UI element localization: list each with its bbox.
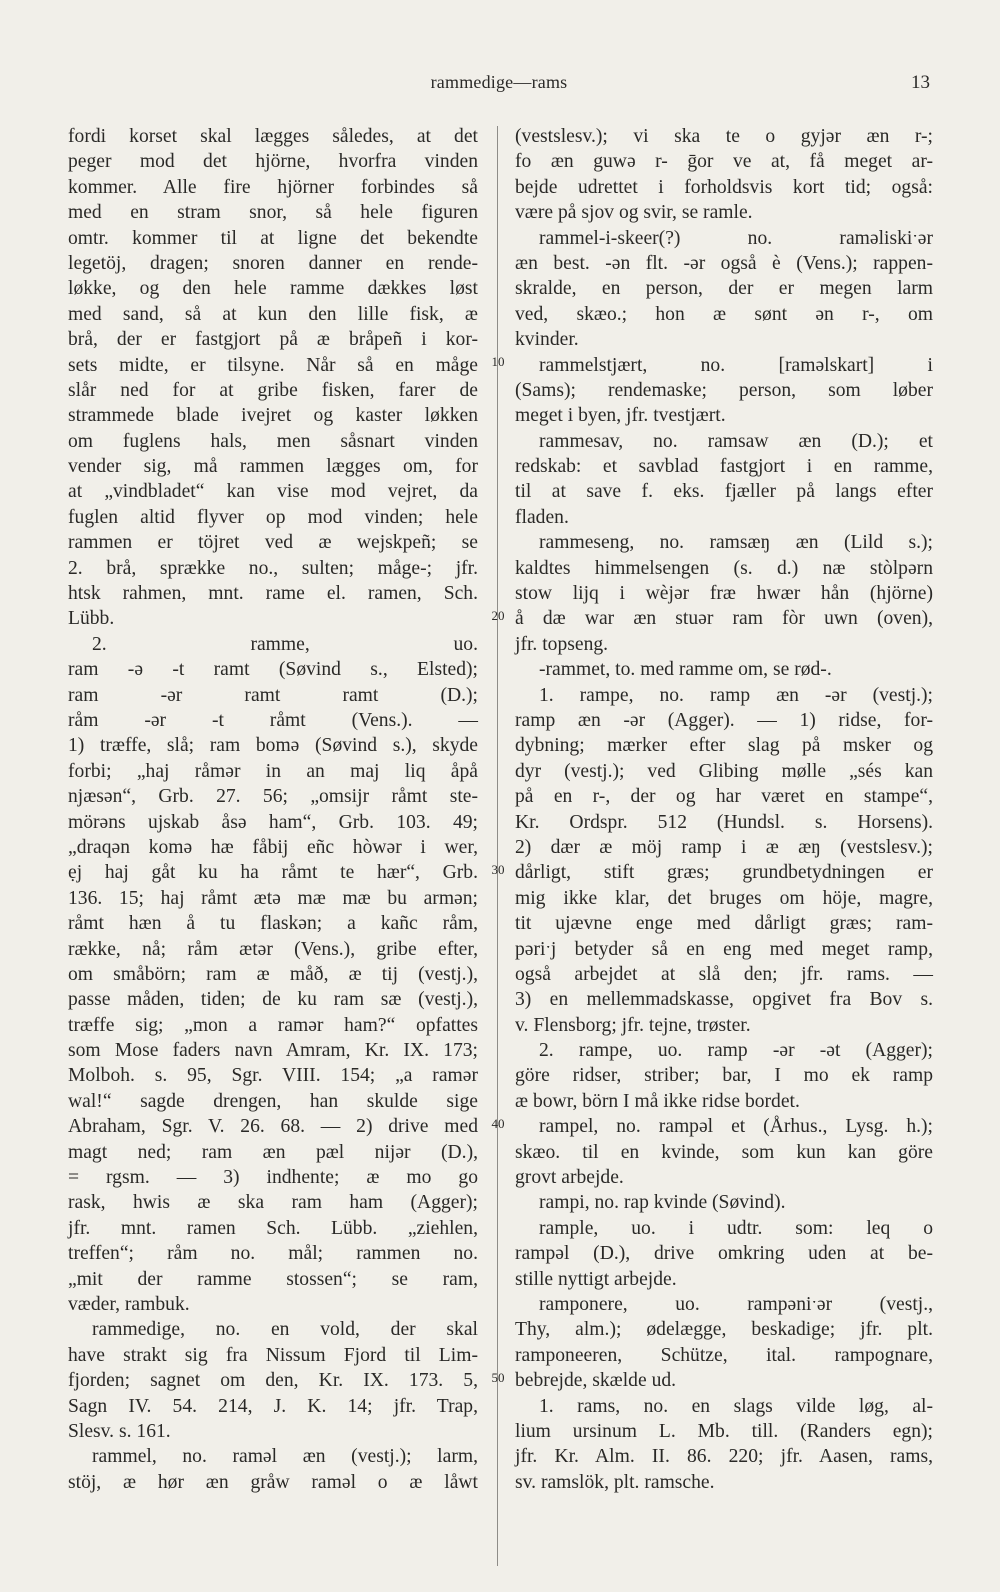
left-column-line: brå, der er fastgjort på æ bråpeñ i kor- xyxy=(68,329,478,351)
right-column-line: rampəl (D.), drive omkring uden at be- xyxy=(515,1243,933,1265)
page-number: 13 xyxy=(911,72,930,93)
left-column-line: række, nå; råm ætər (Vens.), gribe efter, xyxy=(68,938,478,960)
left-column-line: ram -ə -t ramt (Søvind s., Elsted); xyxy=(68,659,478,681)
right-column-line: v. Flensborg; jfr. tejne, trøster. xyxy=(515,1014,751,1036)
column-divider xyxy=(497,126,498,1566)
right-column-line: mig ikke klar, det bruges om höje, magre, xyxy=(515,887,933,909)
left-column-line: jfr. mnt. ramen Sch. Lübb. „ziehlen, xyxy=(68,1217,478,1239)
left-column-line: have strakt sig fra Nissum Fjord til Lim- xyxy=(68,1344,478,1366)
left-column-line: at „vindbladet“ kan vise mod vejret, da xyxy=(68,481,478,503)
right-column-line: rammelstjært, no. [raməlskart] i xyxy=(539,354,933,376)
right-column-line: stow lijq i wèjər fræ hwær hån (hjörne) xyxy=(515,583,933,605)
page-header xyxy=(68,72,930,102)
left-column-line: strammede blade ivejret og kaster løkken xyxy=(68,405,478,427)
left-column-line: sets midte, er tilsyne. Når så en måge xyxy=(68,354,478,376)
right-column-line: fo æn guwə r- ḡor ve at, få meget ar- xyxy=(515,151,933,173)
right-column-line: til at save f. eks. fjæller på langs efter xyxy=(515,481,933,503)
line-number-40: 40 xyxy=(491,1116,505,1131)
right-column-line: rammesav, no. ramsaw æn (D.); et xyxy=(539,430,933,452)
right-column-line: kaldtes himmelsengen (s. d.) næ stòlpərn xyxy=(515,557,933,579)
right-column-line: på en r-, der og har været en stampe“, xyxy=(515,786,933,808)
right-column-line: redskab: et savblad fastgjort i en ramme, xyxy=(515,456,933,478)
right-column-line: være på sjov og svir, se ramle. xyxy=(515,202,753,224)
right-column xyxy=(515,124,933,1495)
right-column-line: også arbejdet at slå den; jfr. rams. — xyxy=(515,963,933,985)
line-number-10: 10 xyxy=(491,354,505,369)
right-column-line: Kr. Ordspr. 512 (Hundsl. s. Horsens). xyxy=(515,811,933,833)
right-column-line: skæo. til en kvinde, som kun kan göre xyxy=(515,1141,933,1163)
right-column-line: å dæ war æn stuər ram fòr uwn (oven), xyxy=(515,608,933,630)
right-column-line: sv. ramslök, plt. ramsche. xyxy=(515,1471,715,1493)
left-column-line: peger mod det hjörne, hvorfra vinden xyxy=(68,151,478,173)
left-column-line: omtr. kommer til at ligne det bekendte xyxy=(68,227,478,249)
left-column-line: forbi; „haj råmər in an maj liq åpå xyxy=(68,760,478,782)
left-column-line: ẹj haj gåt ku ha råmt te hær“, Grb. xyxy=(68,862,478,884)
right-column-line: dybning; mærker efter slag på msker og xyxy=(515,735,933,757)
left-column-line: njæsən“, Grb. 27. 56; „omsijr råmt ste- xyxy=(68,786,478,808)
right-column-line: 2. rampe, uo. ramp -ər -ət (Agger); xyxy=(539,1040,933,1062)
right-column-line: dyr (vestj.); ved Glibing mølle „sés kan xyxy=(515,760,933,782)
left-column-line: legetöj, dragen; snoren danner en rende- xyxy=(68,252,478,274)
right-column-line: skralde, en person, der er megen larm xyxy=(515,278,933,300)
left-column-line: „mit der ramme stossen“; se ram, xyxy=(68,1268,478,1290)
right-column-line: rample, uo. i udtr. som: leq o xyxy=(539,1217,933,1239)
right-column-line: rampi, no. rap kvinde (Søvind). xyxy=(539,1192,786,1214)
right-column-line: 1. rampe, no. ramp æn -ər (vestj.); xyxy=(539,684,933,706)
left-column-line: 136. 15; haj råmt ætə mæ mæ bu armən; xyxy=(68,887,478,909)
left-column-line: rammel, no. raməl æn (vestj.); larm, xyxy=(92,1446,478,1468)
left-column-line: rammedige, no. en vold, der skal xyxy=(92,1319,478,1341)
left-column-line: rask, hwis æ ska ram ham (Agger); xyxy=(68,1192,478,1214)
running-head: rammedige—rams xyxy=(430,72,568,92)
left-column xyxy=(68,124,478,1495)
right-column-line: ramponere, uo. rampəniˑər (vestj., xyxy=(539,1293,933,1315)
left-column-line: råm -ər -t råmt (Vens.). — xyxy=(68,709,478,731)
left-column-line: væder, rambuk. xyxy=(68,1293,190,1315)
left-column-line: slår ned for at gribe fisken, farer de xyxy=(68,379,478,401)
right-column-line: -rammet, to. med ramme om, se rød-. xyxy=(539,659,832,681)
left-column-line: Slesv. s. 161. xyxy=(68,1420,171,1442)
right-column-line: æn best. -ən flt. -ər også è (Vens.); rappen- xyxy=(515,252,933,274)
right-column-line: jfr. Kr. Alm. II. 86. 220; jfr. Aasen, rams, xyxy=(515,1446,933,1468)
left-column-line: fordi korset skal lægges således, at det xyxy=(68,126,478,147)
left-column-line: „draqən komə hæ fåbij eñc hòwər i wer, xyxy=(68,836,478,858)
left-column-line: ram -ər ramt ramt (D.); xyxy=(68,684,478,706)
right-column-line: lium ursinum L. Mb. till. (Randers egn); xyxy=(515,1420,933,1442)
left-column-line: kommer. Alle fire hjörner forbindes så xyxy=(68,176,478,198)
left-column-line: rammen er töjret ved æ wejskpeñ; se xyxy=(68,532,478,554)
left-column-line: om småbörn; ram æ måð, æ tij (vestj.), xyxy=(68,963,478,985)
right-column-line: pəriˑj betyder så en eng med meget ramp, xyxy=(515,938,933,960)
right-column-line: kvinder. xyxy=(515,329,579,351)
left-column-line: Lübb. xyxy=(68,608,115,630)
right-column-line: æ bowr, börn I må ikke ridse bordet. xyxy=(515,1090,800,1112)
right-column-line: fladen. xyxy=(515,506,569,528)
right-column-line: jfr. topseng. xyxy=(515,633,609,655)
left-column-line: vender sig, må rammen lægges om, for xyxy=(68,456,478,478)
right-column-line: 2) dær æ möj ramp i æ æŋ (vestslesv.); xyxy=(515,836,933,858)
left-column-line: 2. ramme, uo. xyxy=(92,633,478,655)
left-column-line: Sagn IV. 54. 214, J. K. 14; jfr. Trap, xyxy=(68,1395,478,1417)
right-column-line: ramp æn -ər (Agger). — 1) ridse, for- xyxy=(515,709,933,731)
left-column-line: 2. brå, sprække no., sulten; måge-; jfr. xyxy=(68,557,478,579)
right-column-line: (vestslesv.); vi ska te o gyjər æn r-; xyxy=(515,126,933,147)
right-column-line: stille nyttigt arbejde. xyxy=(515,1268,677,1290)
right-column-line: dårligt, stift græs; grundbetydningen er xyxy=(515,862,933,884)
left-column-line: træffe sig; „mon a ramər ham?“ opfattes xyxy=(68,1014,478,1036)
left-column-line: som Mose faders navn Amram, Kr. IX. 173; xyxy=(68,1040,478,1062)
left-column-line: Molboh. s. 95, Sgr. VIII. 154; „a ramər xyxy=(68,1065,478,1087)
right-column-line: tit ujævne enge med dårligt græs; ram- xyxy=(515,913,933,935)
right-column-line: ramponeeren, Schütze, ital. rampognare, xyxy=(515,1344,933,1366)
left-column-line: magt ned; ram æn pæl nijər (D.), xyxy=(68,1141,478,1163)
left-column-line: wal!“ sagde drengen, han skulde sige xyxy=(68,1090,478,1112)
left-column-line: fuglen altid flyver op mod vinden; hele xyxy=(68,506,478,528)
right-column-line: rammeseng, no. ramsæŋ æn (Lild s.); xyxy=(539,532,933,554)
left-column-line: stöj, æ hør æn gråw raməl o æ låwt xyxy=(68,1471,478,1493)
right-column-line: göre ridser, striber; bar, I mo ek ramp xyxy=(515,1065,933,1087)
right-column-line: grovt arbejde. xyxy=(515,1167,624,1189)
left-column-line: mörəns ujskab åsə ham“, Grb. 103. 49; xyxy=(68,811,478,833)
left-column-line: htsk rahmen, mnt. rame el. ramen, Sch. xyxy=(68,583,478,605)
right-column-line: rammel-i-skeer(?) no. raməliskiˑər xyxy=(539,227,933,249)
left-column-line: om fuglens hals, men såsnart vinden xyxy=(68,430,478,452)
right-column-line: rampel, no. rampəl et (Århus., Lysg. h.); xyxy=(539,1116,933,1138)
left-column-line: råmt hæn å tu flaskən; a kañc råm, xyxy=(68,913,478,935)
left-column-line: 1) træffe, slå; ram bomə (Søvind s.), skyde xyxy=(68,735,478,757)
right-column-line: 1. rams, no. en slags vilde løg, al- xyxy=(539,1395,933,1417)
left-column-line: Abraham, Sgr. V. 26. 68. — 2) drive med xyxy=(68,1116,478,1138)
right-column-line: Thy, alm.); ødelægge, beskadige; jfr. plt. xyxy=(515,1319,933,1341)
left-column-line: = rgsm. — 3) indhente; æ mo go xyxy=(68,1167,478,1189)
right-column-line: meget i byen, jfr. tvestjært. xyxy=(515,405,726,427)
right-column-line: (Sams); rendemaske; person, som løber xyxy=(515,379,933,401)
left-column-line: løkke, og den hele ramme dækkes løst xyxy=(68,278,478,300)
left-column-line: med en stram snor, så hele figuren xyxy=(68,202,478,224)
left-column-line: treffen“; råm no. mål; rammen no. xyxy=(68,1243,478,1265)
left-column-line: fjorden; sagnet om den, Kr. IX. 173. 5, xyxy=(68,1370,478,1392)
left-column-line: passe måden, tiden; de ku ram sæ (vestj.), xyxy=(68,989,478,1011)
line-number-50: 50 xyxy=(491,1370,505,1385)
right-column-line: ved, skæo.; hon æ sønt ən r-, om xyxy=(515,303,933,325)
right-column-line: bebrejde, skælde ud. xyxy=(515,1370,677,1392)
right-column-line: bejde udrettet i forholdsvis kort tid; også: xyxy=(515,176,933,198)
left-column-line: med sand, så at kun den lille fisk, æ xyxy=(68,303,478,325)
right-column-line: 3) en mellemmadskasse, opgivet fra Bov s. xyxy=(515,989,933,1011)
line-number-20: 20 xyxy=(491,608,505,623)
line-number-30: 30 xyxy=(491,862,505,877)
